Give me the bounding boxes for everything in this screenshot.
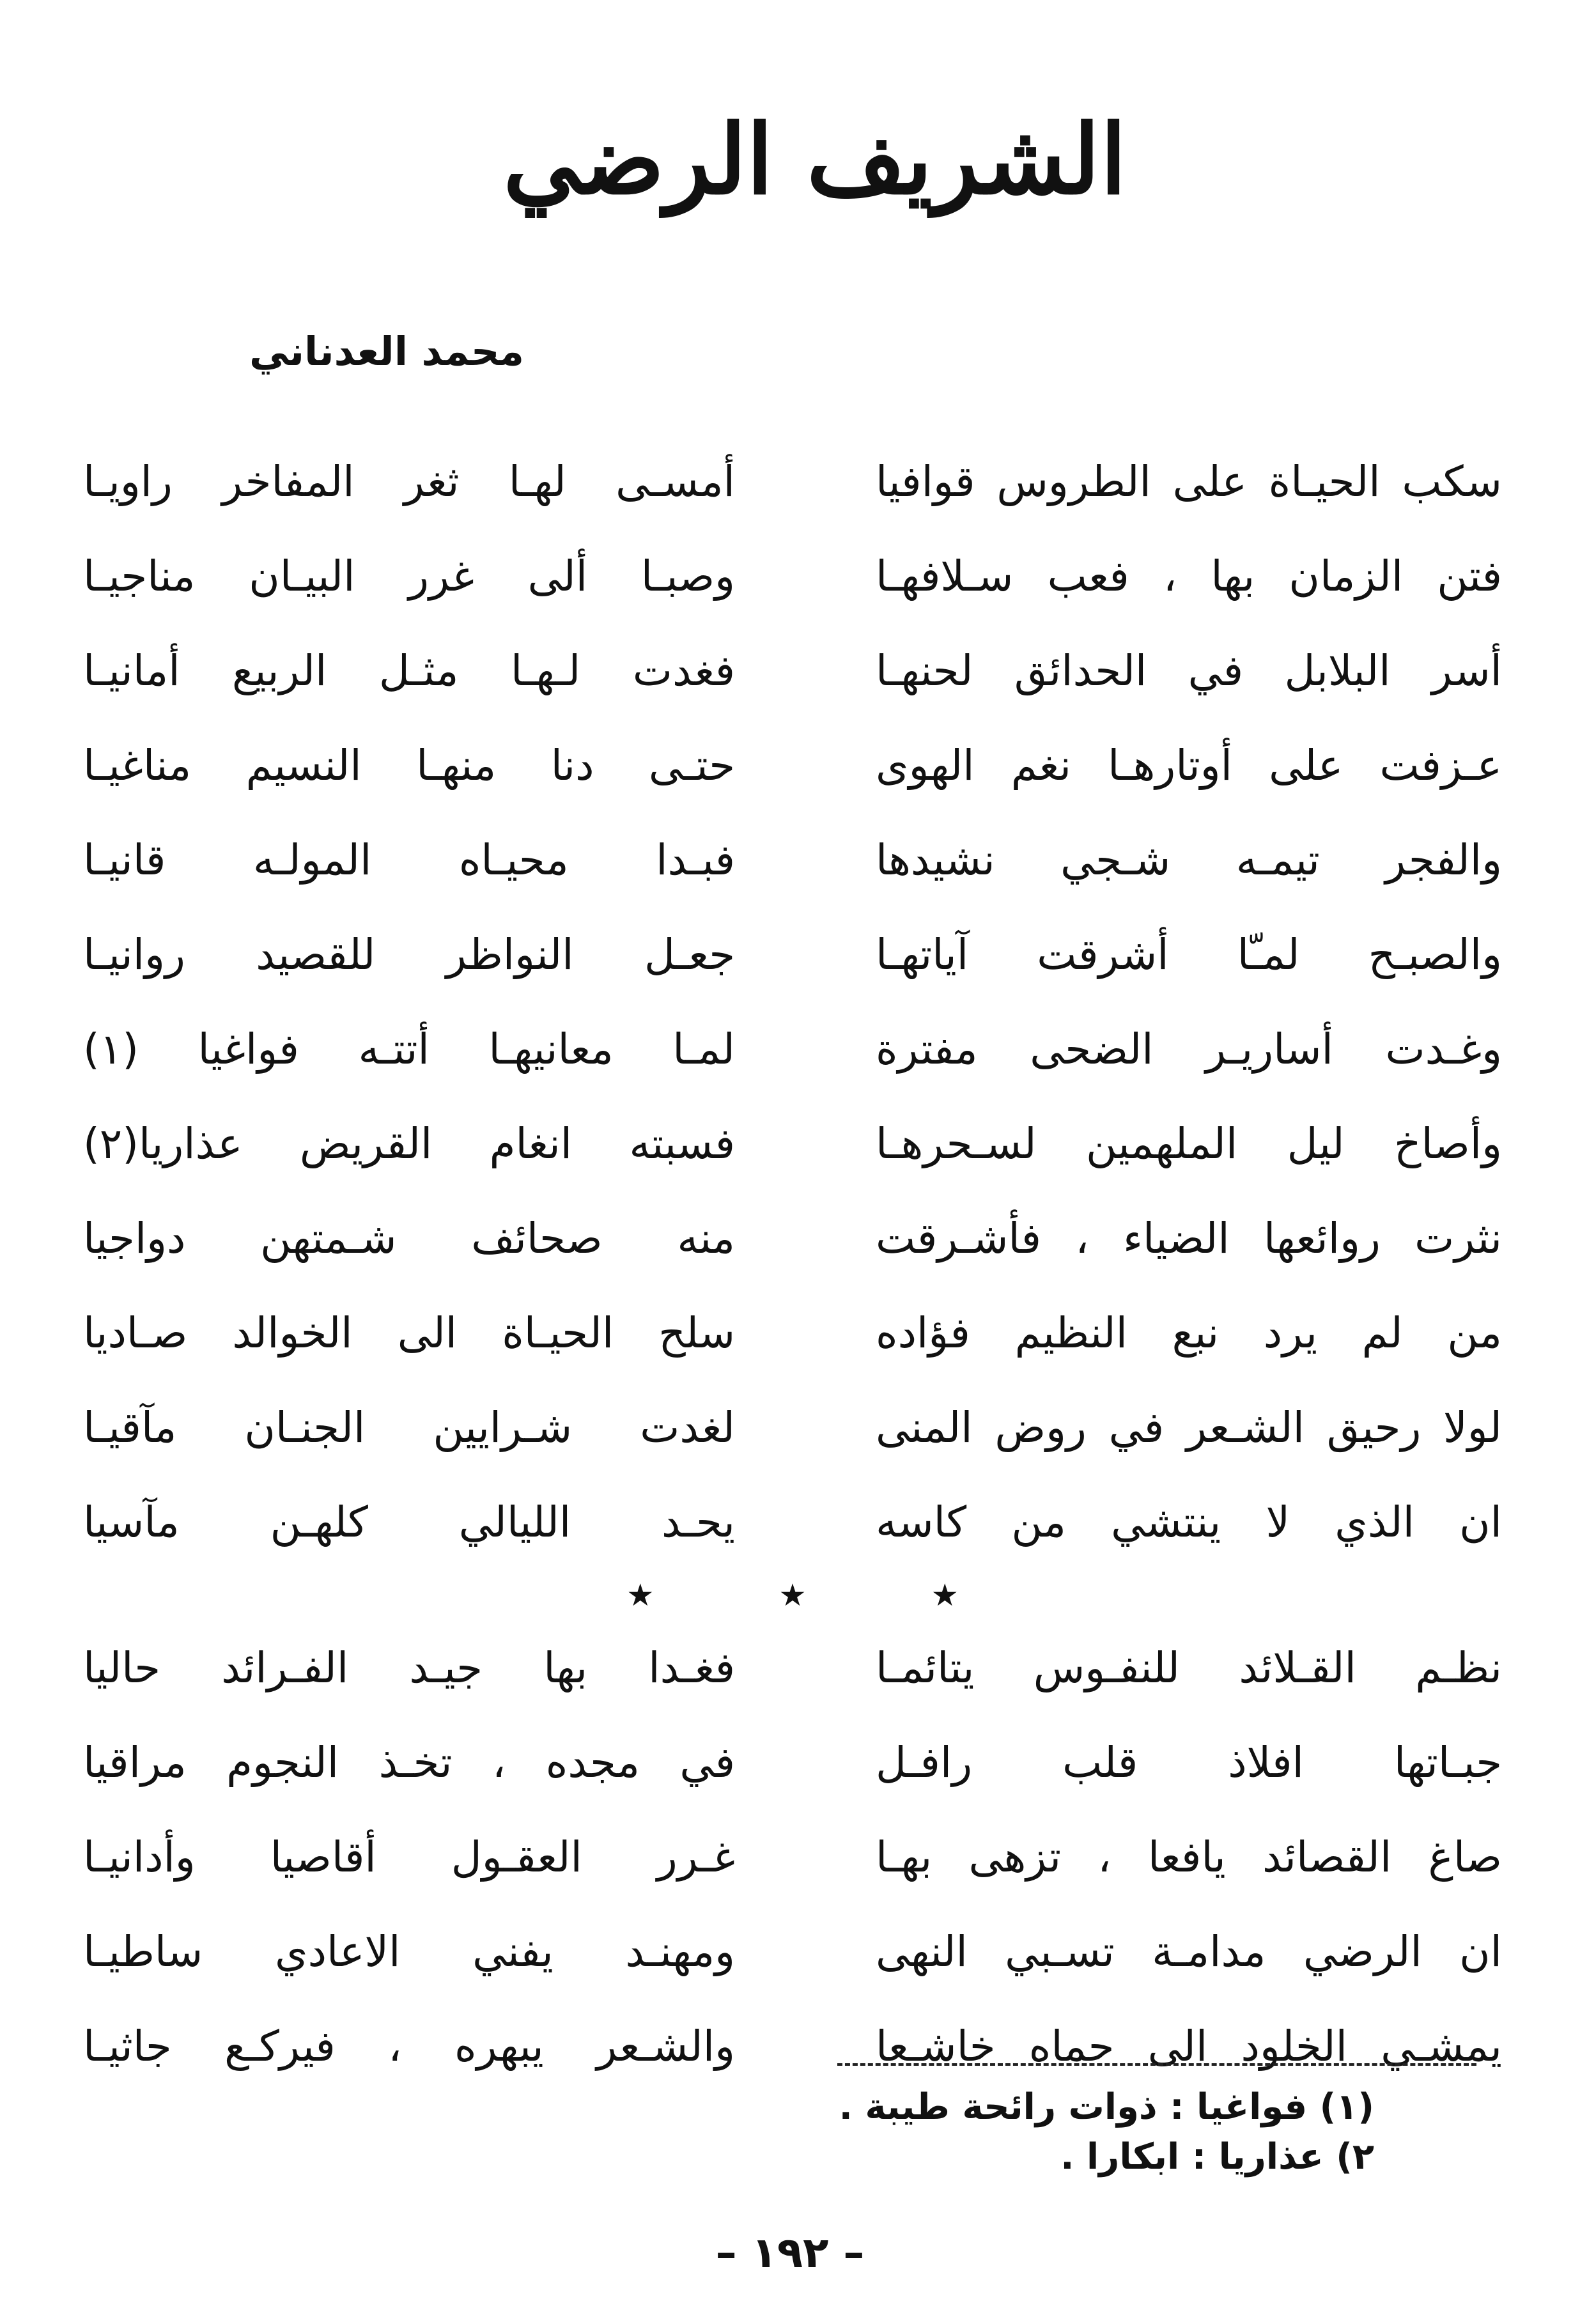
verse [83, 1191, 1502, 1286]
verse-first-hemistich: وأصاخ ليل الملهمين لسـحرهـا [876, 1119, 1502, 1168]
verse [83, 624, 1502, 718]
verse-second-hemistich: حتـى دنا منهـا النسيم مناغيـا [83, 741, 735, 790]
verse [83, 1810, 1502, 1905]
verse-second-hemistich: فغـدا بها جيـد الفـرائد حاليا [83, 1643, 735, 1693]
verse-first-hemistich: ان الرضي مدامـة تسـبي النهى [876, 1927, 1502, 1976]
verse-second-hemistich: جعـل النواظر للقصيد روانيـا [83, 930, 735, 979]
verse-first-hemistich: سكب الحيـاة على الطروس قوافيا [876, 457, 1502, 506]
verse-first-hemistich: فتن الزمان بها ، فعب سـلافهـا [876, 552, 1502, 601]
verse-first-hemistich: والصبـح لمـّا أشرقت آياتهـا [876, 930, 1502, 979]
verse [83, 1905, 1502, 1999]
verse-first-hemistich: لولا رحيق الشـعر في روض المنى [876, 1403, 1502, 1452]
verse-second-hemistich: ومهنـد يفني الاعادي ساطيـا [83, 1927, 735, 1976]
verse-first-hemistich: والفجر تيمـه شـجي نشيدها [876, 835, 1502, 885]
page-number: – ١٩٢ – [715, 2228, 865, 2277]
footnote-divider [837, 2063, 1476, 2066]
verse-first-hemistich: نثرت روائعها الضياء ، فأشـرقت [876, 1214, 1502, 1263]
verse-second-hemistich: في مجده ، تخـذ النجوم مراقيا [83, 1738, 735, 1787]
verse [83, 1097, 1502, 1191]
verse-second-hemistich: والشـعر يبهره ، فيركـع جاثيـا [83, 2022, 735, 2071]
verse [83, 1002, 1502, 1097]
author-name: محمد العدناني [249, 328, 524, 375]
poem-body [83, 435, 1502, 2094]
verse-first-hemistich: أسر البلابل في الحدائق لحنهـا [876, 646, 1502, 695]
verse-first-hemistich: جبـاتها افلاذ قلب رافـل [876, 1738, 1502, 1787]
verse-first-hemistich: يمشـي الخلود الى حماه خاشـعا [876, 2022, 1502, 2071]
verse-second-hemistich: فبـدا محيـاه المولـه قانيـا [83, 835, 735, 885]
verse-second-hemistich: يحـد الليالي كلهـن مآسيا [83, 1498, 735, 1547]
verse-second-hemistich: منه صحائف شـمتهن دواجيا [83, 1214, 735, 1263]
verse [83, 908, 1502, 1002]
verse [83, 435, 1502, 529]
verse-second-hemistich: غـرر العقـول أقاصيا وأدانيـا [83, 1832, 735, 1882]
verse-second-hemistich: فغدت لـهـا مثـل الربيع أمانيـا [83, 646, 735, 695]
verse-second-hemistich: أمسـى لهـا ثغر المفاخر راويـا [83, 457, 735, 506]
verse-first-hemistich: من لم يرد نبع النظيم فؤاده [876, 1308, 1502, 1358]
verse-first-hemistich: صاغ القصائد يافعا ، تزهى بهـا [876, 1832, 1502, 1882]
verse [83, 1621, 1502, 1716]
verse [83, 1999, 1502, 2094]
verse [83, 813, 1502, 908]
verse-second-hemistich: لغدت شـرايين الجنـان مآقيـا [83, 1403, 735, 1452]
footnote: (١) فواغيا : ذوات رائحة طيبة . [839, 2086, 1374, 2128]
verse [83, 529, 1502, 624]
verse-first-hemistich: عـزفت على أوتارهـا نغم الهوى [876, 741, 1502, 790]
section-divider-stars: ★ ★ ★ [626, 1577, 1016, 1613]
verse [83, 1381, 1502, 1475]
verse-second-hemistich: سلح الحيـاة الى الخوالد صـاديا [83, 1308, 735, 1358]
footnotes [703, 2082, 1374, 2182]
footnote: ٢) عذاريا : ابكارا . [1060, 2136, 1374, 2178]
verse [83, 718, 1502, 813]
verse [83, 1475, 1502, 1570]
verse [83, 1286, 1502, 1381]
verse-first-hemistich: نظـم القـلائد للنفـوس يتائمـا [876, 1643, 1502, 1693]
verse [83, 1716, 1502, 1810]
verse-second-hemistich: لمـا معانيهـا أتتـه فواغيا (١) [83, 1025, 735, 1074]
verse-first-hemistich: ان الذي لا ينتشي من كاسه [876, 1498, 1502, 1547]
verse-second-hemistich: فسبته انغام القريض عذاريا(٢) [83, 1119, 735, 1168]
verse-first-hemistich: وغـدت أساريـر الضحى مفترة [876, 1025, 1502, 1074]
verse-second-hemistich: وصبـا ألى غرر البيـان مناجيـا [83, 552, 735, 601]
poem-title: الشريف الرضي [503, 104, 1127, 216]
